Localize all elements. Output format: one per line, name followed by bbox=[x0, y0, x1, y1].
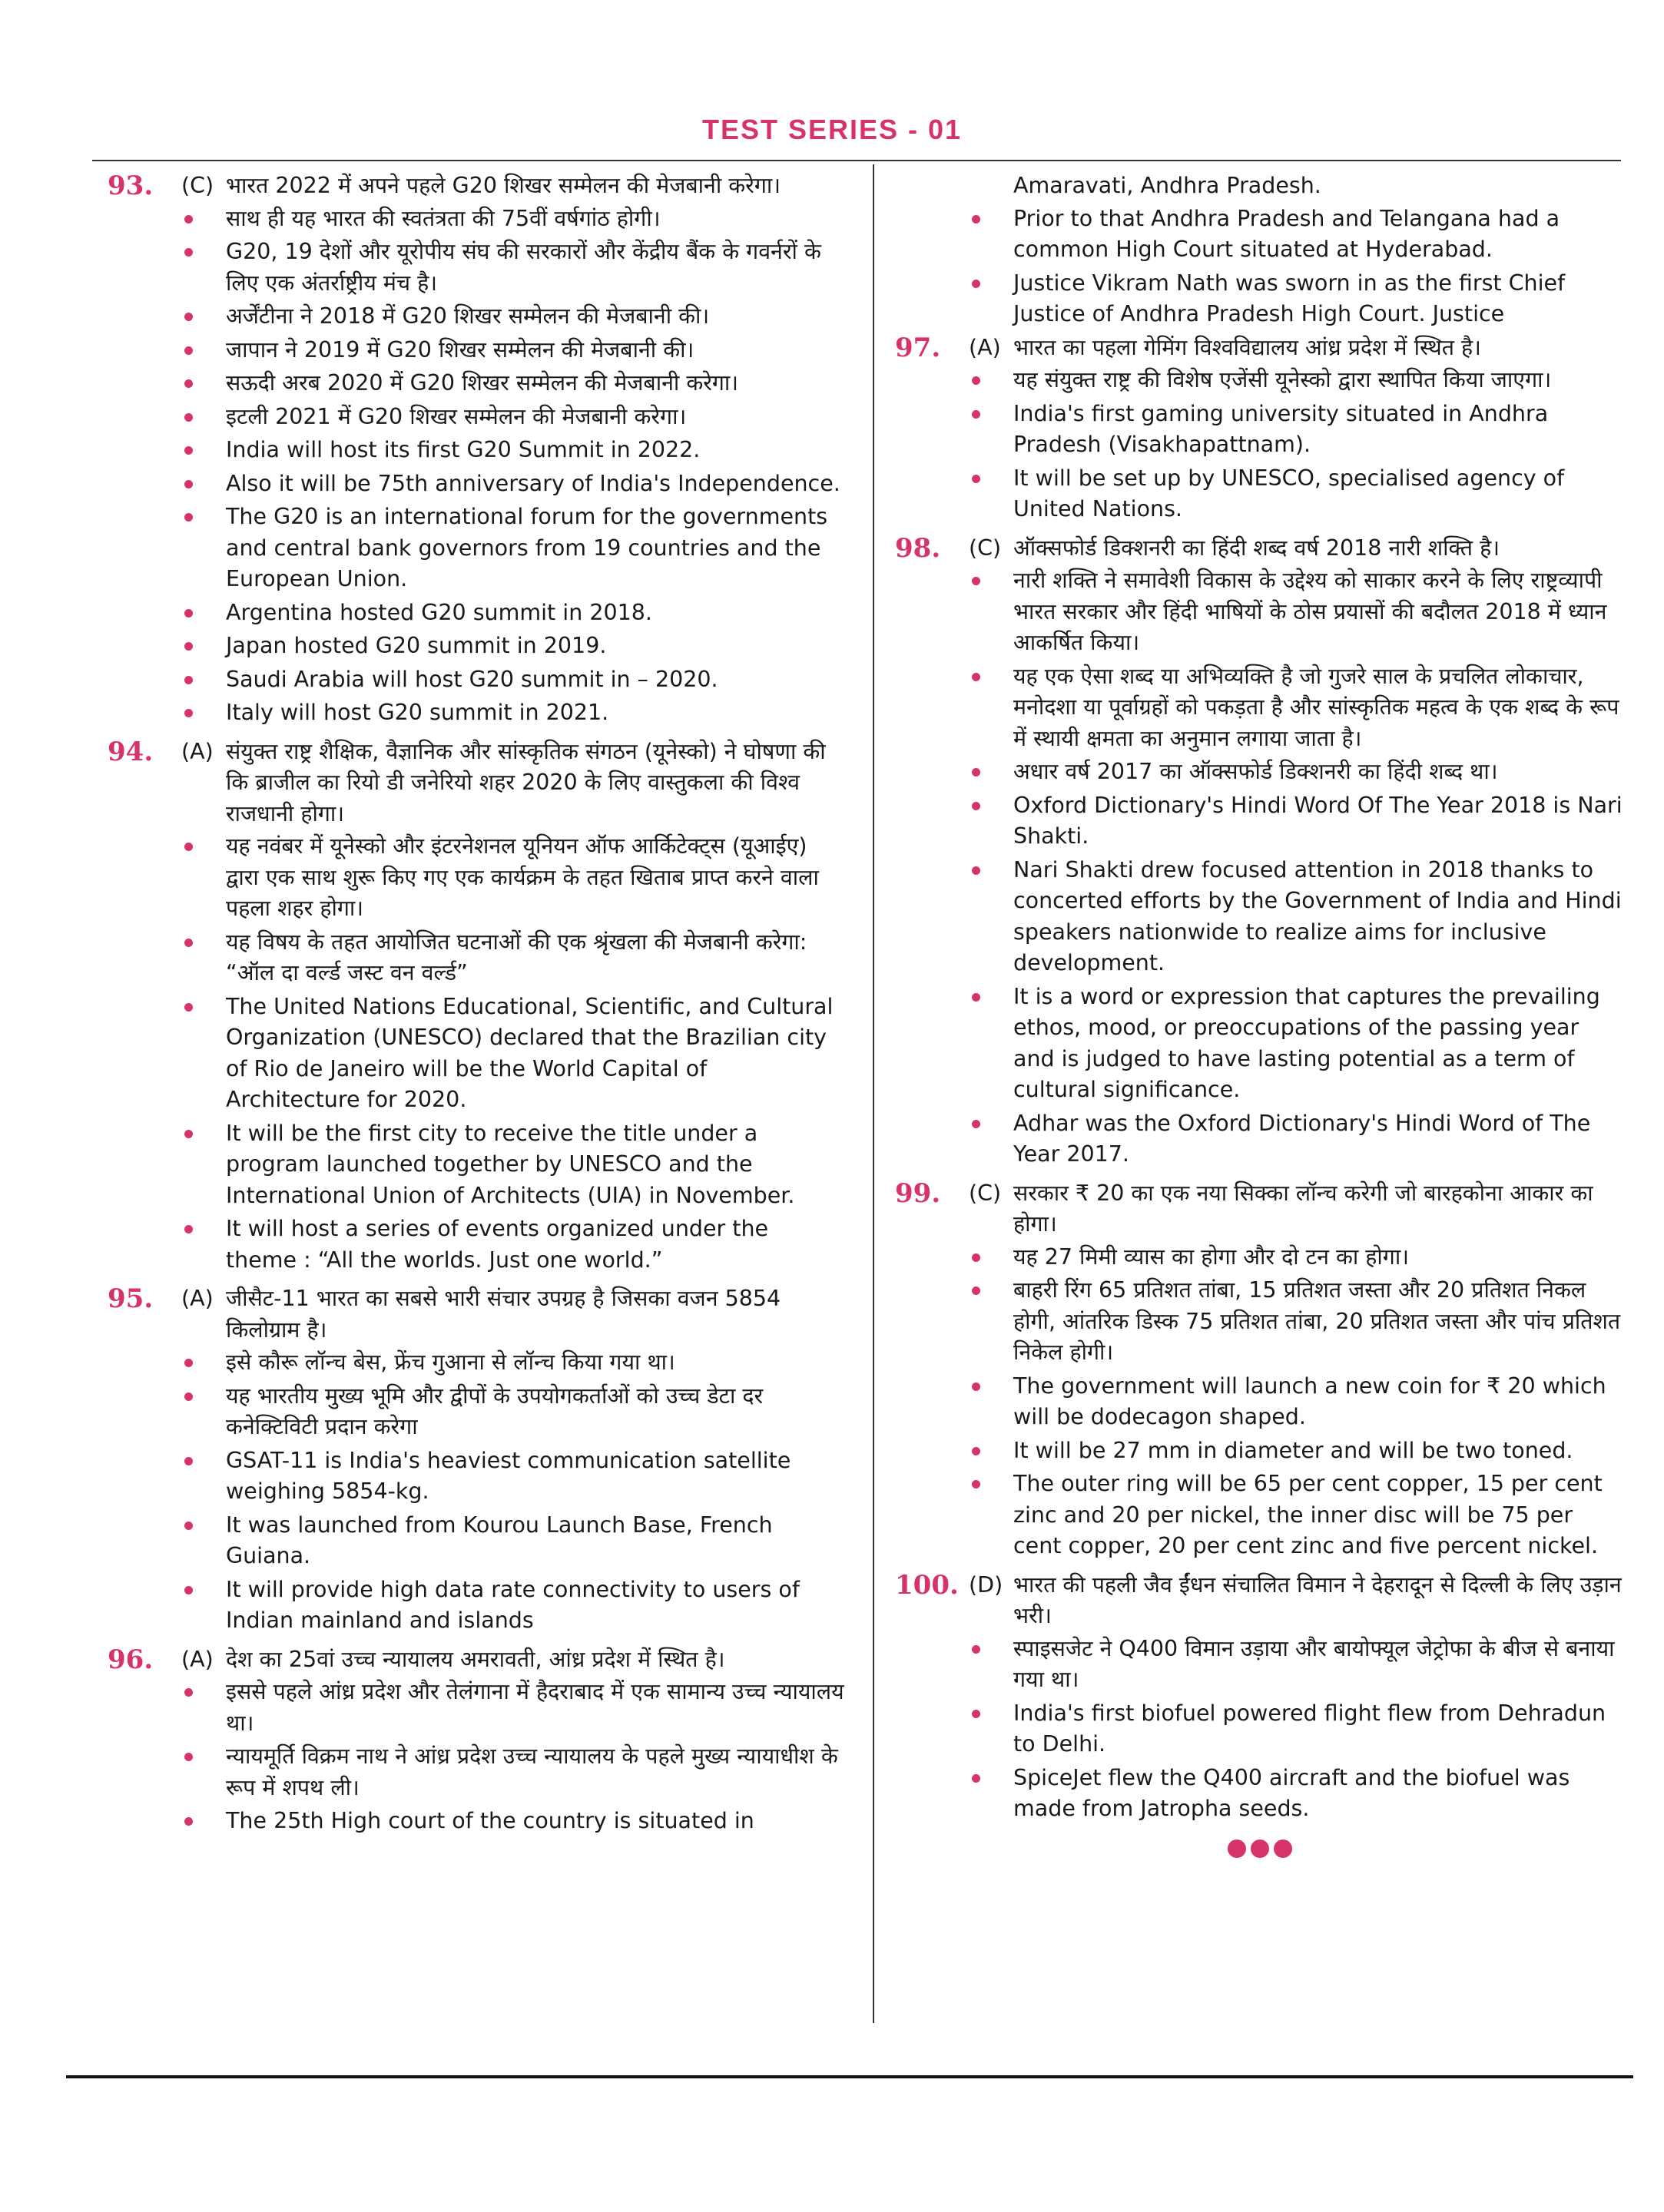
question-number: 97. bbox=[895, 332, 941, 363]
question-text: संयुक्त राष्ट्र शैक्षिक, वैज्ञानिक और सांस्कृतिक संगठन (यूनेस्को) ने घोषणा की कि ब्राजील का रियो डी जनेरियो शहर 2020 के लिए वास्तुकला की विश्व राजधानी होगा। bbox=[226, 738, 826, 826]
page-header-title: TEST SERIES - 01 bbox=[701, 114, 963, 145]
bullet-dot-icon bbox=[972, 1120, 980, 1128]
bullet-text: यह विषय के तहत आयोजित घटनाओं की एक श्रृंखला की मेजबानी करेगा: “ऑल दा वर्ल्ड जस्ट वन वर्ल्ड” bbox=[226, 929, 807, 985]
question-text: भारत की पहली जैव ईंधन संचालित विमान ने देहरादून से दिल्ली के लिए उड़ान भरी। bbox=[1013, 1571, 1622, 1628]
question-block bbox=[895, 333, 1625, 525]
bullet-dot-icon bbox=[184, 313, 193, 321]
bullet-dot-icon bbox=[184, 379, 193, 388]
question-text: सरकार ₹ 20 का एक नया सिक्का लॉन्च करेगी जो बारहकोना आकार का होगा। bbox=[1013, 1180, 1593, 1237]
bullet-text: India's first gaming university situated in Andhra Pradesh (Visakhapattnam). bbox=[1013, 400, 1549, 457]
question-number: 100. bbox=[895, 1569, 959, 1601]
bullet-dot-icon bbox=[972, 1645, 980, 1654]
right-questions bbox=[895, 333, 1625, 1825]
question-block bbox=[108, 1644, 845, 1837]
question-heading bbox=[895, 1178, 1625, 1240]
bullet-point bbox=[972, 1108, 1625, 1171]
bullet-point bbox=[972, 565, 1625, 659]
bullet-text: नारी शक्ति ने समावेशी विकास के उद्देश्य को साकार करने के लिए राष्ट्रव्यापी भारत सरकार और हिंदी भाषियों के ठोस प्रयासों की बदौलत 2018 में ध्यान आकर्षित किया। bbox=[1013, 568, 1607, 655]
bullet-text: इसे कौरू लॉन्च बेस, फ्रेंच गुआना से लॉन्च किया गया था। bbox=[226, 1349, 675, 1375]
question-heading bbox=[895, 1570, 1625, 1632]
question-number: 95. bbox=[108, 1283, 154, 1314]
bullet-dot-icon bbox=[184, 609, 193, 618]
bullet-point bbox=[184, 435, 845, 466]
bullet-point bbox=[184, 1575, 845, 1637]
question-text: भारत 2022 में अपने पहले G20 शिखर सम्मेलन की मेजबानी करेगा। bbox=[226, 173, 781, 198]
bullet-point bbox=[184, 1445, 845, 1508]
answer-option: (A) bbox=[181, 1286, 214, 1311]
bullet-dot-icon bbox=[184, 215, 193, 224]
bullet-point bbox=[184, 402, 845, 433]
bullet-dot-icon bbox=[184, 248, 193, 257]
bullet-point bbox=[184, 1381, 845, 1443]
bullet-point bbox=[184, 204, 845, 235]
bullet-dot-icon bbox=[184, 1817, 193, 1826]
bullet-point bbox=[184, 1677, 845, 1739]
bullet-dot-icon bbox=[184, 1688, 193, 1697]
bullet-dot-icon bbox=[972, 993, 980, 1002]
column-divider bbox=[873, 164, 874, 2023]
continuation-text: Amaravati, Andhra Pradesh. bbox=[1013, 173, 1321, 198]
bullet-text: Also it will be 75th anniversary of India's Independence. bbox=[226, 470, 840, 496]
bullet-text: बाहरी रिंग 65 प्रतिशत तांबा, 15 प्रतिशत जस्ता और 20 प्रतिशत निकल होगी, आंतरिक डिस्क 75 प्रतिशत तांबा, 20 प्रतिशत जस्ता और पांच प्रतिशत निकेल होगी। bbox=[1013, 1277, 1621, 1365]
bullet-text: The 25th High court of the country is situated in bbox=[226, 1808, 754, 1833]
bullet-point bbox=[972, 855, 1625, 979]
bullet-point bbox=[972, 757, 1625, 788]
bullet-point bbox=[972, 1275, 1625, 1369]
bullet-point bbox=[972, 1634, 1625, 1696]
bullet-text: The United Nations Educational, Scientific, and Cultural Organization (UNESCO) declared that the Brazilian city of Rio de Janeiro will be the World Capital of Architecture for 2020. bbox=[226, 993, 834, 1112]
question-block bbox=[895, 1570, 1625, 1825]
bullet-dot-icon bbox=[184, 1130, 193, 1138]
bullet-dot-icon bbox=[184, 939, 193, 947]
question-number: 94. bbox=[108, 736, 154, 767]
bullet-text: It is a word or expression that captures the prevailing ethos, mood, or preoccupations of the passing year and is judged to have lasting potential as a term of cultural significance. bbox=[1013, 983, 1600, 1102]
bullet-text: यह भारतीय मुख्य भूमि और द्वीपों के उपयोगकर्ताओं को उच्च डेटा दर कनेक्टिविटी प्रदान करेगा bbox=[226, 1382, 764, 1439]
explanation-points bbox=[108, 204, 845, 729]
bullet-point bbox=[184, 927, 845, 989]
question-block bbox=[895, 1178, 1625, 1562]
bullet-text: GSAT-11 is India's heaviest communication satellite weighing 5854-kg. bbox=[226, 1447, 791, 1504]
bullet-point bbox=[184, 697, 845, 729]
bullet-dot-icon bbox=[972, 1774, 980, 1783]
bullet-dot-icon bbox=[972, 1447, 980, 1455]
explanation-points bbox=[108, 831, 845, 1276]
bullet-point bbox=[184, 992, 845, 1116]
bullet-point bbox=[972, 463, 1625, 525]
question-text: भारत का पहला गेमिंग विश्वविद्यालय आंध्र प्रदेश में स्थित है। bbox=[1013, 334, 1481, 360]
bullet-dot-icon bbox=[184, 480, 193, 488]
explanation-points bbox=[108, 1677, 845, 1837]
bullet-text: Italy will host G20 summit in 2021. bbox=[226, 700, 609, 725]
bullet-point bbox=[972, 399, 1625, 461]
bullet-text: यह नवंबर में यूनेस्को और इंटरनेशनल यूनियन ऑफ आर्किटेक्ट्स (यूआईए) द्वारा एक साथ शुरू किए गए एक कार्यक्रम के तहत खिताब प्राप्त करने वाला पहला शहर होगा। bbox=[226, 833, 819, 921]
answer-option: (D) bbox=[969, 1571, 1003, 1598]
bullet-text: It will be set up by UNESCO, specialised agency of United Nations. bbox=[1013, 465, 1565, 522]
answer-option: (A) bbox=[969, 334, 1001, 360]
bullet-dot-icon bbox=[184, 843, 193, 851]
question-block bbox=[108, 1283, 845, 1637]
bullet-dot-icon bbox=[972, 768, 980, 777]
bullet-text: Japan hosted G20 summit in 2019. bbox=[226, 633, 607, 658]
question-number: 96. bbox=[108, 1644, 154, 1675]
bullet-dot-icon bbox=[184, 676, 193, 684]
bullet-point bbox=[184, 1510, 845, 1572]
bullet-dot-icon bbox=[184, 642, 193, 651]
bullet-dot-icon bbox=[184, 513, 193, 522]
explanation-points bbox=[895, 1242, 1625, 1562]
bullet-point bbox=[184, 335, 845, 366]
bullet-dot-icon bbox=[972, 280, 980, 288]
bullet-dot-icon bbox=[972, 1382, 980, 1391]
bullet-point bbox=[972, 982, 1625, 1106]
bullet-point bbox=[184, 237, 845, 299]
bullet-dot-icon bbox=[184, 1753, 193, 1761]
bullet-dot-icon bbox=[184, 1586, 193, 1594]
bullet-dot-icon bbox=[972, 577, 980, 585]
bullet-point bbox=[184, 631, 845, 662]
header-divider bbox=[92, 160, 1621, 161]
question-number: 98. bbox=[895, 532, 941, 564]
bullet-dot-icon bbox=[184, 1003, 193, 1012]
bullet-text: जापान ने 2019 में G20 शिखर सम्मेलन की मेजबानी की। bbox=[226, 336, 694, 363]
bullet-text: Oxford Dictionary's Hindi Word Of The Year 2018 is Nari Shakti. bbox=[1013, 792, 1623, 849]
answer-option: (C) bbox=[181, 173, 214, 198]
bullet-text: It was launched from Kourou Launch Base, French Guiana. bbox=[226, 1512, 773, 1568]
question-block bbox=[108, 171, 845, 729]
bullet-dot-icon bbox=[972, 475, 980, 483]
bullet-dot-icon bbox=[184, 1522, 193, 1530]
bullet-dot-icon bbox=[184, 1457, 193, 1465]
bullet-point bbox=[972, 1763, 1625, 1825]
answer-option: (C) bbox=[969, 1180, 1002, 1206]
bullet-point bbox=[184, 1741, 845, 1803]
explanation-points bbox=[895, 565, 1625, 1171]
bullet-text: It will provide high data rate connectivity to users of Indian mainland and islands bbox=[226, 1576, 800, 1633]
bullet-point bbox=[972, 1698, 1625, 1760]
bullet-dot-icon bbox=[184, 1392, 193, 1401]
bullet-point bbox=[184, 301, 845, 333]
bullet-dot-icon bbox=[184, 446, 193, 455]
bullet-text: SpiceJet flew the Q400 aircraft and the biofuel was made from Jatropha seeds. bbox=[1013, 1764, 1570, 1821]
answer-option: (A) bbox=[181, 738, 214, 764]
bullet-text: Nari Shakti drew focused attention in 2018 thanks to concerted efforts by the Government of India and Hindi speakers nationwide to realize aims for inclusive development. bbox=[1013, 856, 1622, 975]
bullet-text: Adhar was the Oxford Dictionary's Hindi Word of The Year 2017. bbox=[1013, 1110, 1591, 1167]
question-heading bbox=[108, 737, 845, 830]
bullet-text: यह एक ऐसा शब्द या अभिव्यक्ति है जो गुजरे साल के प्रचलित लोकाचार, मनोदशा या पूर्वाग्रहों को पकड़ता है और सांस्कृतिक महत्व के एक शब्द के रूप में स्थायी क्षमता का अनुमान लगाया जाता है। bbox=[1013, 663, 1619, 751]
bullet-point bbox=[972, 790, 1625, 853]
bullet-point bbox=[184, 1806, 845, 1837]
bullet-text: India will host its first G20 Summit in 2022. bbox=[226, 437, 701, 462]
end-of-section-dots bbox=[895, 1836, 1625, 1867]
bullet-dot-icon bbox=[972, 410, 980, 419]
bullet-text: Prior to that Andhra Pradesh and Telangana had a common High Court situated at Hyderabad. bbox=[1013, 205, 1560, 262]
bullet-point bbox=[972, 204, 1625, 266]
explanation-points bbox=[108, 1347, 845, 1637]
bullet-text: India's first biofuel powered flight flew from Dehradun to Delhi. bbox=[1013, 1700, 1606, 1757]
bullet-text: Argentina hosted G20 summit in 2018. bbox=[226, 599, 652, 625]
bullet-text: अधार वर्ष 2017 का ऑक्सफोर्ड डिक्शनरी का हिंदी शब्द था। bbox=[1013, 759, 1498, 784]
bullet-dot-icon bbox=[972, 376, 980, 385]
question-heading bbox=[895, 533, 1625, 565]
bullet-text: It will host a series of events organized under the theme : “All the worlds. Just one world.” bbox=[226, 1216, 769, 1273]
bullet-text: The government will launch a new coin for ₹ 20 which will be dodecagon shaped. bbox=[1013, 1373, 1606, 1429]
bullet-point bbox=[184, 1118, 845, 1212]
bullet-dot-icon bbox=[972, 1286, 980, 1295]
bullet-point bbox=[972, 365, 1625, 396]
bullet-text: The outer ring will be 65 per cent copper, 15 per cent zinc and 20 per nickel, the inner disc will be 75 per cent copper, 20 per cent zinc and five percent nickel. bbox=[1013, 1471, 1603, 1558]
bullet-text: यह 27 मिमी व्यास का होगा और दो टन का होगा। bbox=[1013, 1243, 1410, 1270]
bullet-dot-icon bbox=[972, 215, 980, 224]
bullet-point bbox=[184, 1214, 845, 1276]
question-number: 93. bbox=[108, 171, 154, 201]
question-block bbox=[895, 533, 1625, 1171]
bullet-text: G20, 19 देशों और यूरोपीय संघ की सरकारों और केंद्रीय बैंक के गवर्नरों के लिए एक अंतर्राष्ट्रीय मंच है। bbox=[226, 239, 821, 296]
bullet-point bbox=[184, 368, 845, 399]
question-heading bbox=[895, 333, 1625, 364]
bullet-dot-icon bbox=[972, 673, 980, 681]
explanation-points bbox=[895, 365, 1625, 525]
bullet-text: सऊदी अरब 2020 में G20 शिखर सम्मेलन की मेजबानी करेगा। bbox=[226, 370, 739, 396]
bullet-text: It will be 27 mm in diameter and will be two toned. bbox=[1013, 1437, 1573, 1463]
left-column bbox=[108, 171, 845, 2068]
bullet-point bbox=[184, 598, 845, 629]
answer-option: (A) bbox=[181, 1646, 214, 1672]
question-text: ऑक्सफोर्ड डिक्शनरी का हिंदी शब्द वर्ष 2018 नारी शक्ति है। bbox=[1013, 535, 1500, 561]
question-number: 99. bbox=[895, 1177, 941, 1209]
bullet-text: स्पाइसजेट ने Q400 विमान उड़ाया और बायोफ्यूल जेट्रोफा के बीज से बनाया गया था। bbox=[1013, 1635, 1615, 1692]
bullet-text: It will be the first city to receive the title under a program launched together by UNESCO and the International Union of Architects (UIA) in November. bbox=[226, 1120, 795, 1208]
bullet-point bbox=[972, 268, 1625, 330]
question-text: देश का 25वां उच्च न्यायालय अमरावती, आंध्र प्रदेश में स्थित है। bbox=[226, 1646, 725, 1672]
bullet-dot-icon bbox=[184, 709, 193, 717]
bullet-point bbox=[184, 664, 845, 696]
bullet-point bbox=[972, 661, 1625, 755]
bullet-dot-icon bbox=[972, 1253, 980, 1262]
question-text: जीसैट-11 भारत का सबसे भारी संचार उपग्रह है जिसका वजन 5854 किलोग्राम है। bbox=[226, 1286, 781, 1343]
bullet-text: इटली 2021 में G20 शिखर सम्मेलन की मेजबानी करेगा। bbox=[226, 403, 687, 429]
bullet-text: न्यायमूर्ति विक्रम नाथ ने आंध्र प्रदेश उच्च न्यायालय के पहले मुख्य न्यायाधीश के रूप में शपथ ली। bbox=[226, 1743, 838, 1800]
bullet-point bbox=[972, 1469, 1625, 1562]
bullet-dot-icon bbox=[184, 346, 193, 355]
answer-option: (C) bbox=[969, 535, 1002, 561]
question-heading bbox=[108, 1644, 845, 1676]
bullet-dot-icon bbox=[972, 866, 980, 875]
bullet-dot-icon bbox=[972, 1480, 980, 1488]
bullet-text: साथ ही यह भारत की स्वतंत्रता की 75वीं वर्षगांठ होगी। bbox=[226, 205, 661, 231]
bullet-point bbox=[184, 831, 845, 925]
bullet-text: Justice Vikram Nath was sworn in as the first Chief Justice of Andhra Pradesh High Court. Justice bbox=[1013, 270, 1566, 326]
bullet-text: अर्जेंटीना ने 2018 में G20 शिखर सम्मेलन की मेजबानी की। bbox=[226, 303, 710, 329]
bullet-dot-icon bbox=[972, 802, 980, 810]
bullet-point bbox=[184, 469, 845, 500]
bullet-dot-icon bbox=[184, 1225, 193, 1233]
bullet-text: The G20 is an international forum for the governments and central bank governors from 19 countries and the European Union. bbox=[226, 504, 828, 591]
bullet-dot-icon bbox=[184, 1359, 193, 1367]
right-column bbox=[895, 171, 1625, 2068]
bullet-point bbox=[184, 502, 845, 595]
bullet-point bbox=[972, 1435, 1625, 1467]
bullet-text: यह संयुक्त राष्ट्र की विशेष एजेंसी यूनेस्को द्वारा स्थापित किया जाएगा। bbox=[1013, 367, 1552, 392]
question-block bbox=[108, 737, 845, 1277]
question-heading bbox=[108, 1283, 845, 1346]
bullet-dot-icon bbox=[972, 1710, 980, 1718]
bullet-dot-icon bbox=[184, 413, 193, 422]
bullet-point bbox=[972, 1242, 1625, 1273]
question-heading bbox=[108, 171, 845, 202]
explanation-points bbox=[895, 1634, 1625, 1825]
bullet-point bbox=[972, 1371, 1625, 1433]
footer-divider bbox=[66, 2075, 1633, 2078]
bullet-point bbox=[184, 1347, 845, 1379]
bullet-text: Saudi Arabia will host G20 summit in – 2020. bbox=[226, 666, 718, 692]
bullet-text: इससे पहले आंध्र प्रदेश और तेलंगाना में हैदराबाद में एक सामान्य उच्च न्यायालय था। bbox=[226, 1679, 844, 1736]
continuation-points bbox=[895, 204, 1625, 330]
